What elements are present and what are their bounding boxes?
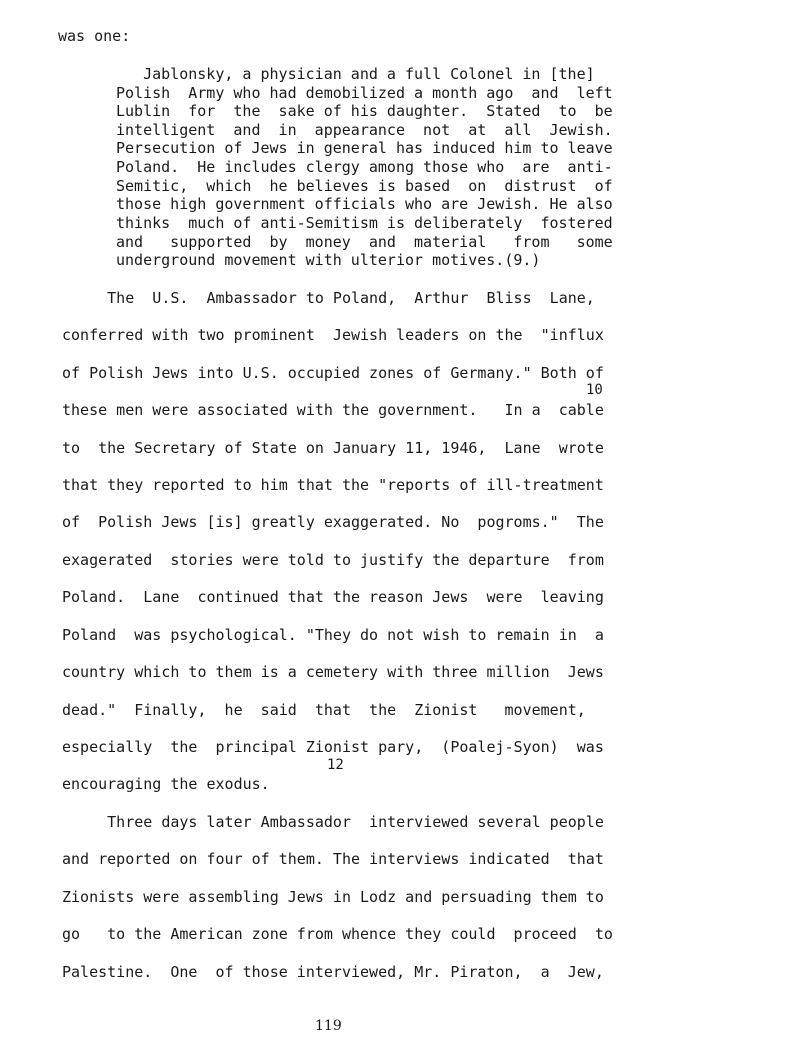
body-line: The U.S. Ambassador to Poland, Arthur Bliss Lane, xyxy=(62,289,595,307)
body-line: conferred with two prominent Jewish leaders on the "influx xyxy=(62,326,604,344)
quote-line: Semitic, which he believes is based on distrust of xyxy=(116,177,613,195)
body-line: dead." Finally, he said that the Zionist movement, xyxy=(62,701,586,719)
quote-line: intelligent and in appearance not at all Jewish. xyxy=(116,121,613,139)
body-line: that they reported to him that the "reports of ill-treatment xyxy=(62,476,604,494)
body-line: and reported on four of them. The interviews indicated that xyxy=(62,850,604,868)
body-line: of Polish Jews into U.S. occupied zones of Germany." Both of xyxy=(62,364,604,382)
quote-line: Polish Army who had demobilized a month ago and left xyxy=(116,84,613,102)
body-line: Poland was psychological. "They do not wish to remain in a xyxy=(62,626,604,644)
body-line: go to the American zone from whence they could proceed to xyxy=(62,925,613,943)
quote-line: and supported by money and material from some xyxy=(116,233,613,251)
body-line: Zionists were assembling Jews in Lodz and persuading them to xyxy=(62,888,604,906)
quote-line: Lublin for the sake of his daughter. Stated to be xyxy=(116,102,613,120)
body-line: country which to them is a cemetery with three million Jews xyxy=(62,663,604,681)
body-line: Three days later Ambassador interviewed several people xyxy=(62,813,604,831)
body-line: exagerated stories were told to justify the departure from xyxy=(62,551,604,569)
quote-line: those high government officials who are Jewish. He also xyxy=(116,195,613,213)
intro-line: was one: xyxy=(58,27,131,45)
body-line: encouraging the exodus. xyxy=(62,775,270,793)
body-line: Palestine. One of those interviewed, Mr. Piraton, a Jew, xyxy=(62,963,604,981)
page-number: 119 xyxy=(315,1018,342,1034)
body-line: of Polish Jews [is] greatly exaggerated. No pogroms." The xyxy=(62,513,604,531)
footnote-marker-12: 12 xyxy=(327,757,344,773)
quote-line: Poland. He includes clergy among those who are anti- xyxy=(116,158,613,176)
body-line: to the Secretary of State on January 11, 1946, Lane wrote xyxy=(62,439,604,457)
body-line: especially the principal Zionist pary, (Poalej-Syon) was xyxy=(62,738,604,756)
quote-line: thinks much of anti-Semitism is deliberately fostered xyxy=(116,214,613,232)
body-line: these men were associated with the government. In a cable xyxy=(62,401,604,419)
quote-line: underground movement with ulterior motives.(9.) xyxy=(116,251,541,269)
quote-line: Persecution of Jews in general has induced him to leave xyxy=(116,139,613,157)
quote-line: Jablonsky, a physician and a full Colonel in [the] xyxy=(116,65,595,83)
footnote-marker-10: 10 xyxy=(586,382,603,398)
body-line: Poland. Lane continued that the reason Jews were leaving xyxy=(62,588,604,606)
